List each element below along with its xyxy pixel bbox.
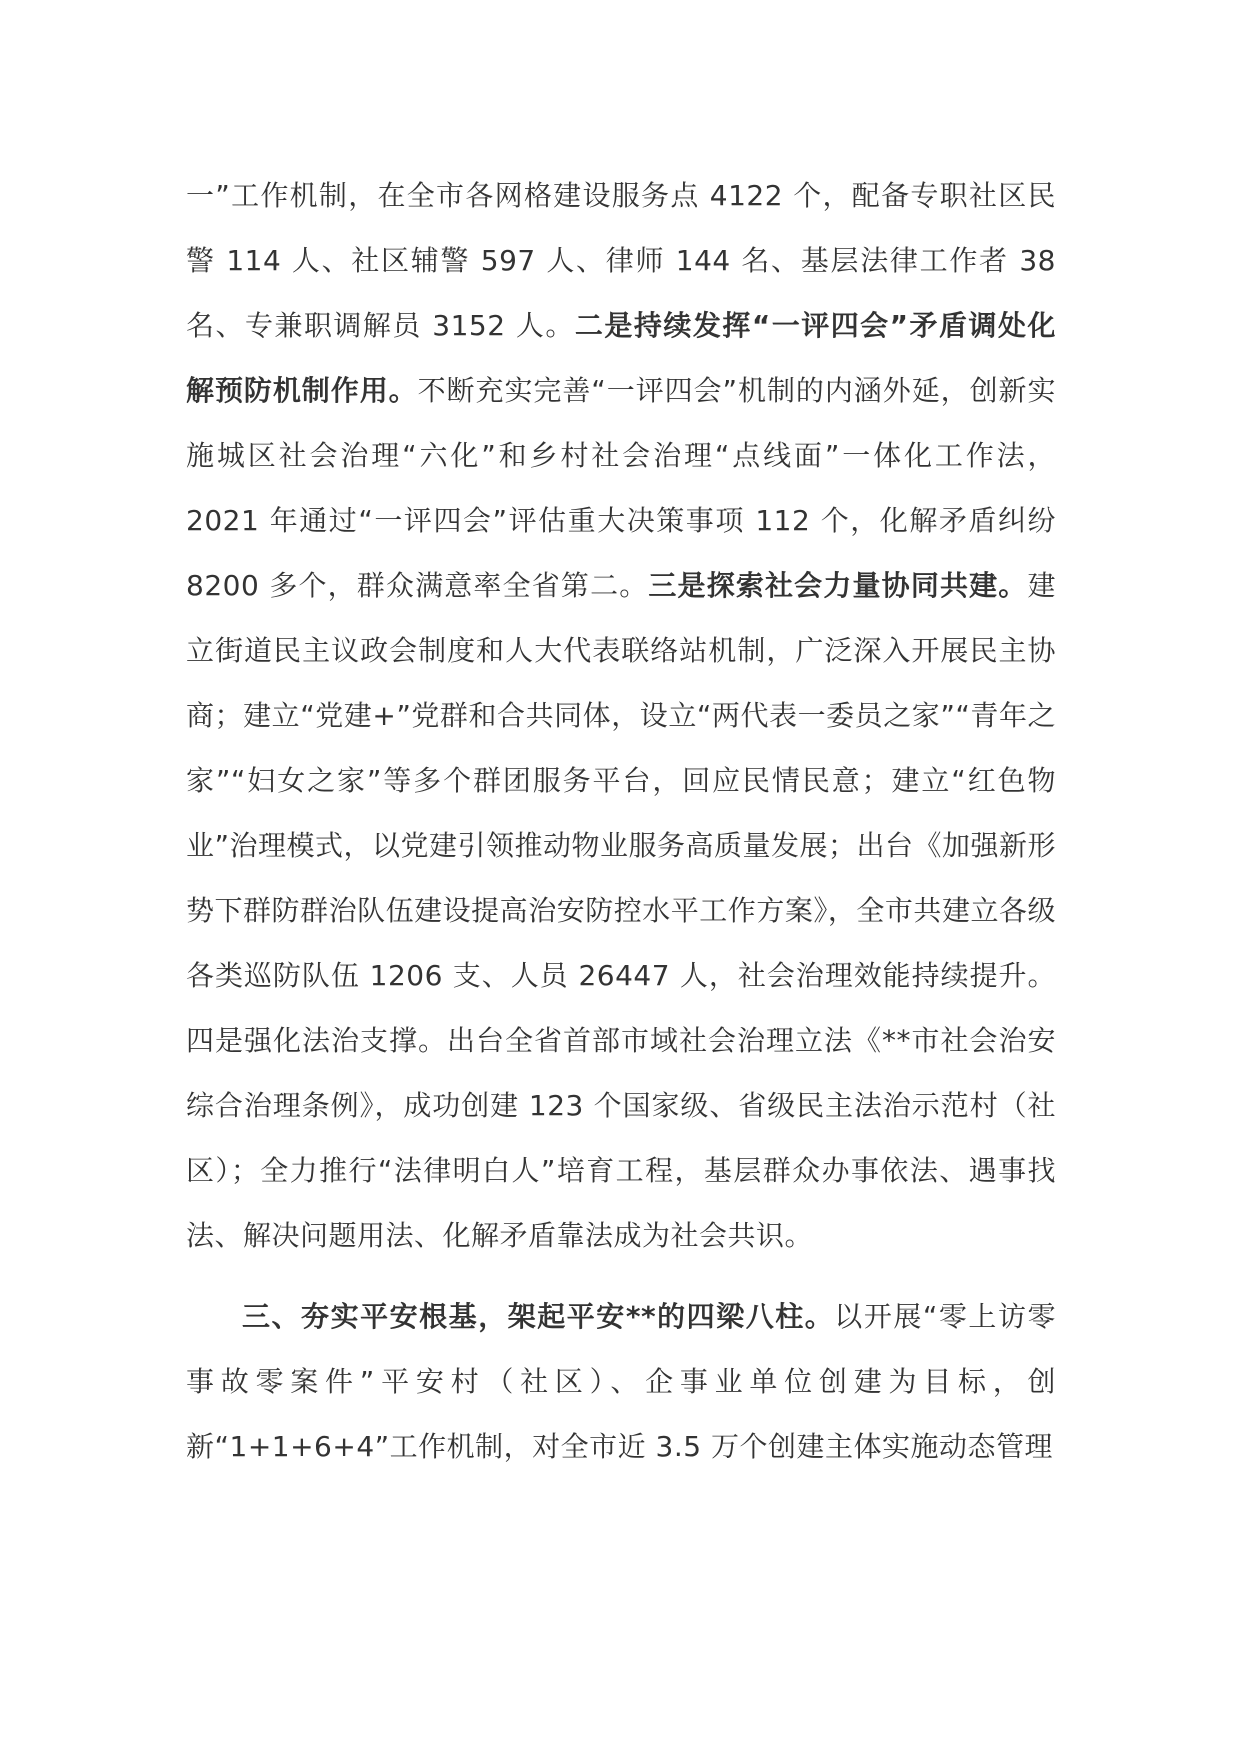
paragraph-2-text-1: 以开展“零上访零事故零案件”平安村（社区）、企事业单位创建为目标，创新“1+1+6+4”工作机制，对全市近 3.5 万个创建主体实施动态管理 <box>186 1300 1056 1463</box>
paragraph-1-text-2: 不断充实完善“一评四会”机制的内涵外延，创新实施城区社会治理“六化”和乡村社会治理“点线面”一体化工作法，2021 年通过“一评四会”评估重大决策事项 112 个，化解矛盾纠纷 8200 多个，群众满意率全省第二。 <box>186 374 1056 602</box>
paragraph-1 <box>186 163 1056 1268</box>
paragraph-2 <box>186 1284 1056 1479</box>
document-body <box>186 163 1056 1479</box>
paragraph-2-heading: 三、夯实平安根基，架起平安**的四梁八柱。 <box>242 1300 835 1333</box>
paragraph-1-bold-2: 三是探索社会力量协同共建。 <box>648 569 1028 602</box>
paragraph-1-text-1: 一”工作机制，在全市各网格建设服务点 4122 个，配备专职社区民警 114 人、社区辅警 597 人、律师 144 名、基层法律工作者 38 名、专兼职调解员 3152 人。 <box>186 179 1056 342</box>
paragraph-1-text-3: 建立街道民主议政会制度和人大代表联络站机制，广泛深入开展民主协商；建立“党建+”党群和合共同体，设立“两代表一委员之家”“青年之家”“妇女之家”等多个群团服务平台，回应民情民意；建立“红色物业”治理模式，以党建引领推动物业服务高质量发展；出台《加强新形势下群防群治队伍建设提高治安防控水平工作方案》，全市共建立各级各类巡防队伍 1206 支、人员 26447 人，社会治理效能持续提升。四是强化法治支撑。出台全省首部市域社会治理立法《**市社会治安综合治理条例》，成功创建 123 个国家级、省级民主法治示范村（社区）；全力推行“法律明白人”培育工程，基层群众办事依法、遇事找法、解决问题用法、化解矛盾靠法成为社会共识。 <box>186 569 1057 1252</box>
paragraph-1-bold-1: 二是持续发挥“一评四会”矛盾调处化解预防机制作用。 <box>186 309 1056 407</box>
